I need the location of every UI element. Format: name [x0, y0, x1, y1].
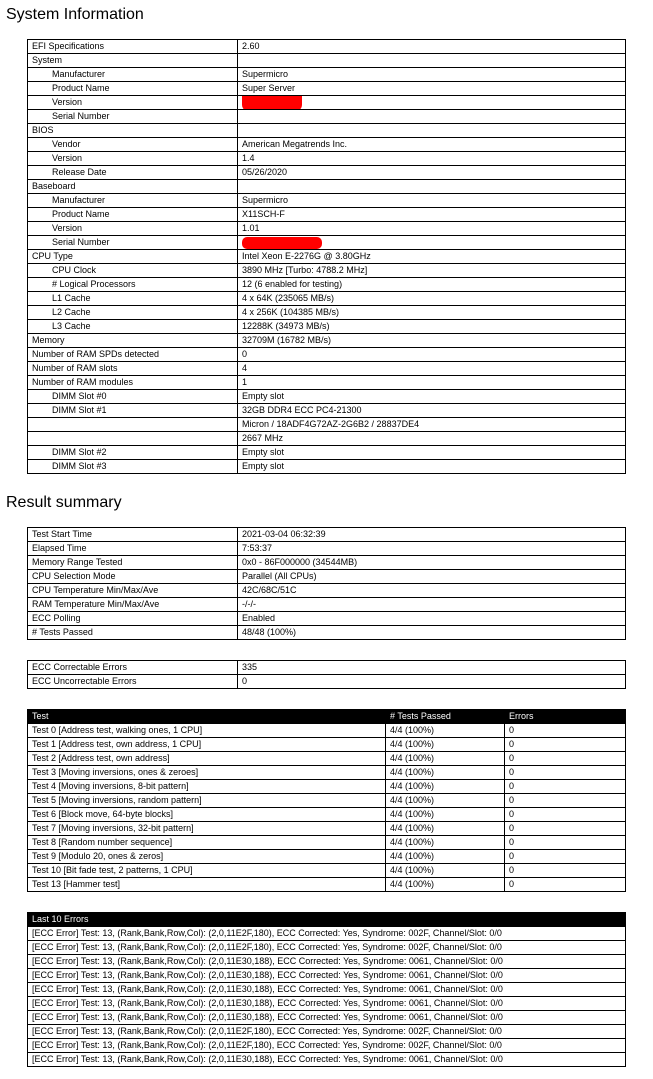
tests-table [27, 709, 626, 892]
info-row [28, 152, 626, 166]
info-value: Supermicro [238, 194, 626, 208]
result_summary-label: Test Start Time [28, 528, 238, 542]
error-text: [ECC Error] Test: 13, (Rank,Bank,Row,Col): (2,0,11E30,188), ECC Corrected: Yes, Syndrome: 0061, Channel/Slot: 0/0 [28, 997, 626, 1011]
info-row [28, 124, 626, 138]
info-value [238, 54, 626, 68]
tests-header-row [28, 710, 626, 724]
result_summary-row [28, 612, 626, 626]
info-row [28, 82, 626, 96]
test-name: Test 10 [Bit fade test, 2 patterns, 1 CPU] [28, 864, 386, 878]
info-label: Release Date [28, 166, 238, 180]
error-row [28, 997, 626, 1011]
error-text: [ECC Error] Test: 13, (Rank,Bank,Row,Col): (2,0,11E2F,180), ECC Corrected: Yes, Syndrome: 002F, Channel/Slot: 0/0 [28, 927, 626, 941]
info-value: 2667 MHz [238, 432, 626, 446]
tests-header-test: Test [28, 710, 386, 724]
test-errors: 0 [505, 724, 626, 738]
test-errors: 0 [505, 850, 626, 864]
result_summary-value: 2021-03-04 06:32:39 [238, 528, 626, 542]
test-row [28, 822, 626, 836]
info-row [28, 432, 626, 446]
info-value: 32709M (16782 MB/s) [238, 334, 626, 348]
info-label: Baseboard [28, 180, 238, 194]
info-row [28, 404, 626, 418]
test-errors: 0 [505, 780, 626, 794]
error-text: [ECC Error] Test: 13, (Rank,Bank,Row,Col): (2,0,11E30,188), ECC Corrected: Yes, Syndrome: 0061, Channel/Slot: 0/0 [28, 1053, 626, 1067]
test-row [28, 780, 626, 794]
result_summary-row [28, 598, 626, 612]
info-row [28, 194, 626, 208]
test-name: Test 8 [Random number sequence] [28, 836, 386, 850]
ecc-label: ECC Correctable Errors [28, 661, 238, 675]
result_summary-row [28, 542, 626, 556]
test-name: Test 13 [Hammer test] [28, 878, 386, 892]
test-row [28, 864, 626, 878]
info-row [28, 376, 626, 390]
result-summary-body [28, 528, 626, 640]
test-errors: 0 [505, 766, 626, 780]
info-row [28, 68, 626, 82]
info-row [28, 446, 626, 460]
last-errors-header: Last 10 Errors [28, 913, 626, 927]
info-label: Version [28, 152, 238, 166]
error-text: [ECC Error] Test: 13, (Rank,Bank,Row,Col): (2,0,11E30,188), ECC Corrected: Yes, Syndrome: 0061, Channel/Slot: 0/0 [28, 1011, 626, 1025]
info-value: 1.4 [238, 152, 626, 166]
test-row [28, 724, 626, 738]
tests-header-errors: Errors [505, 710, 626, 724]
test-row [28, 752, 626, 766]
info-label: Number of RAM slots [28, 362, 238, 376]
info-row [28, 418, 626, 432]
info-label: L3 Cache [28, 320, 238, 334]
info-row [28, 460, 626, 474]
info-value: Empty slot [238, 446, 626, 460]
error-text: [ECC Error] Test: 13, (Rank,Bank,Row,Col): (2,0,11E2F,180), ECC Corrected: Yes, Syndrome: 002F, Channel/Slot: 0/0 [28, 1039, 626, 1053]
result_summary-value: 48/48 (100%) [238, 626, 626, 640]
info-value: Micron / 18ADF4G72AZ-2G6B2 / 28837DE4 [238, 418, 626, 432]
test-row [28, 808, 626, 822]
error-text: [ECC Error] Test: 13, (Rank,Bank,Row,Col): (2,0,11E30,188), ECC Corrected: Yes, Syndrome: 0061, Channel/Slot: 0/0 [28, 969, 626, 983]
result_summary-value: 0x0 - 86F000000 (34544MB) [238, 556, 626, 570]
info-row [28, 390, 626, 404]
system-information-title: System Information [6, 6, 144, 23]
info-row [28, 236, 626, 250]
test-passed: 4/4 (100%) [386, 780, 505, 794]
test-row [28, 738, 626, 752]
info-row [28, 96, 626, 110]
error-row [28, 927, 626, 941]
error-text: [ECC Error] Test: 13, (Rank,Bank,Row,Col): (2,0,11E30,188), ECC Corrected: Yes, Syndrome: 0061, Channel/Slot: 0/0 [28, 955, 626, 969]
result_summary-label: # Tests Passed [28, 626, 238, 640]
info-row [28, 222, 626, 236]
test-errors: 0 [505, 878, 626, 892]
test-row [28, 836, 626, 850]
test-passed: 4/4 (100%) [386, 878, 505, 892]
error-text: [ECC Error] Test: 13, (Rank,Bank,Row,Col): (2,0,11E2F,180), ECC Corrected: Yes, Syndrome: 002F, Channel/Slot: 0/0 [28, 1025, 626, 1039]
result_summary-label: RAM Temperature Min/Max/Ave [28, 598, 238, 612]
info-value: American Megatrends Inc. [238, 138, 626, 152]
test-passed: 4/4 (100%) [386, 752, 505, 766]
info-label [28, 418, 238, 432]
info-value: 05/26/2020 [238, 166, 626, 180]
info-row [28, 180, 626, 194]
info-row [28, 40, 626, 54]
last-errors-body [28, 927, 626, 1067]
ecc-label: ECC Uncorrectable Errors [28, 675, 238, 689]
result_summary-row [28, 528, 626, 542]
ecc-value: 335 [238, 661, 626, 675]
error-row [28, 941, 626, 955]
test-errors: 0 [505, 794, 626, 808]
ecc-row [28, 675, 626, 689]
info-value: X11SCH-F [238, 208, 626, 222]
test-errors: 0 [505, 808, 626, 822]
test-errors: 0 [505, 864, 626, 878]
info-label: Serial Number [28, 110, 238, 124]
info-label: DIMM Slot #2 [28, 446, 238, 460]
redaction-mark [242, 96, 302, 110]
ecc-errors-table [27, 660, 626, 689]
info-value: Empty slot [238, 460, 626, 474]
test-name: Test 2 [Address test, own address] [28, 752, 386, 766]
info-value [238, 110, 626, 124]
info-label: Manufacturer [28, 194, 238, 208]
info-row [28, 264, 626, 278]
test-passed: 4/4 (100%) [386, 864, 505, 878]
result_summary-value: Parallel (All CPUs) [238, 570, 626, 584]
result_summary-label: Elapsed Time [28, 542, 238, 556]
info-value [238, 236, 626, 250]
info-row [28, 348, 626, 362]
result_summary-label: CPU Selection Mode [28, 570, 238, 584]
info-value: Supermicro [238, 68, 626, 82]
info-label: Number of RAM SPDs detected [28, 348, 238, 362]
info-value: 4 x 64K (235065 MB/s) [238, 292, 626, 306]
test-passed: 4/4 (100%) [386, 794, 505, 808]
test-passed: 4/4 (100%) [386, 738, 505, 752]
info-value [238, 180, 626, 194]
error-text: [ECC Error] Test: 13, (Rank,Bank,Row,Col): (2,0,11E30,188), ECC Corrected: Yes, Syndrome: 0061, Channel/Slot: 0/0 [28, 983, 626, 997]
info-label: DIMM Slot #0 [28, 390, 238, 404]
info-value: 12 (6 enabled for testing) [238, 278, 626, 292]
info-label: BIOS [28, 124, 238, 138]
ecc-value: 0 [238, 675, 626, 689]
error-row [28, 983, 626, 997]
test-errors: 0 [505, 738, 626, 752]
result_summary-row [28, 570, 626, 584]
info-label: System [28, 54, 238, 68]
ecc-row [28, 661, 626, 675]
test-errors: 0 [505, 752, 626, 766]
error-row [28, 1025, 626, 1039]
error-row [28, 1011, 626, 1025]
info-value: 3890 MHz [Turbo: 4788.2 MHz] [238, 264, 626, 278]
test-name: Test 9 [Modulo 20, ones & zeros] [28, 850, 386, 864]
info-label: CPU Type [28, 250, 238, 264]
info-row [28, 54, 626, 68]
test-name: Test 3 [Moving inversions, ones & zeroes] [28, 766, 386, 780]
info-label: # Logical Processors [28, 278, 238, 292]
info-value [238, 124, 626, 138]
info-label: Manufacturer [28, 68, 238, 82]
result_summary-value: 42C/68C/51C [238, 584, 626, 598]
error-row [28, 969, 626, 983]
info-label: Version [28, 96, 238, 110]
info-label: Number of RAM modules [28, 376, 238, 390]
result_summary-row [28, 584, 626, 598]
info-label: L1 Cache [28, 292, 238, 306]
test-errors: 0 [505, 836, 626, 850]
info-label: CPU Clock [28, 264, 238, 278]
test-passed: 4/4 (100%) [386, 850, 505, 864]
result-summary-title: Result summary [6, 494, 122, 511]
info-label: DIMM Slot #3 [28, 460, 238, 474]
result_summary-value: 7:53:37 [238, 542, 626, 556]
info-label: Product Name [28, 82, 238, 96]
test-row [28, 794, 626, 808]
system-information-body [28, 40, 626, 474]
info-value: 32GB DDR4 ECC PC4-21300 [238, 404, 626, 418]
info-row [28, 208, 626, 222]
info-row [28, 278, 626, 292]
ecc-errors-body [28, 661, 626, 689]
info-value: Intel Xeon E-2276G @ 3.80GHz [238, 250, 626, 264]
system-information-table [27, 39, 626, 474]
result_summary-label: Memory Range Tested [28, 556, 238, 570]
test-passed: 4/4 (100%) [386, 836, 505, 850]
info-label [28, 432, 238, 446]
info-value: 1 [238, 376, 626, 390]
info-value: Empty slot [238, 390, 626, 404]
info-value [238, 96, 626, 110]
info-label: Memory [28, 334, 238, 348]
result_summary-row [28, 626, 626, 640]
test-name: Test 6 [Block move, 64-byte blocks] [28, 808, 386, 822]
last-errors-header-row [28, 913, 626, 927]
test-passed: 4/4 (100%) [386, 822, 505, 836]
test-errors: 0 [505, 822, 626, 836]
info-row [28, 110, 626, 124]
test-name: Test 0 [Address test, walking ones, 1 CPU] [28, 724, 386, 738]
info-row [28, 138, 626, 152]
error-text: [ECC Error] Test: 13, (Rank,Bank,Row,Col): (2,0,11E2F,180), ECC Corrected: Yes, Syndrome: 002F, Channel/Slot: 0/0 [28, 941, 626, 955]
test-name: Test 5 [Moving inversions, random pattern] [28, 794, 386, 808]
info-label: Serial Number [28, 236, 238, 250]
test-row [28, 850, 626, 864]
tests-header-passed: # Tests Passed [386, 710, 505, 724]
info-value: 12288K (34973 MB/s) [238, 320, 626, 334]
info-label: L2 Cache [28, 306, 238, 320]
error-row [28, 1053, 626, 1067]
test-name: Test 4 [Moving inversions, 8-bit pattern] [28, 780, 386, 794]
info-label: Version [28, 222, 238, 236]
info-label: Vendor [28, 138, 238, 152]
redaction-mark [242, 237, 322, 249]
test-passed: 4/4 (100%) [386, 724, 505, 738]
info-value: Super Server [238, 82, 626, 96]
info-value: 1.01 [238, 222, 626, 236]
info-row [28, 292, 626, 306]
error-row [28, 1039, 626, 1053]
test-passed: 4/4 (100%) [386, 808, 505, 822]
test-row [28, 766, 626, 780]
info-value: 4 [238, 362, 626, 376]
result_summary-label: ECC Polling [28, 612, 238, 626]
info-row [28, 334, 626, 348]
info-row [28, 166, 626, 180]
info-value: 2.60 [238, 40, 626, 54]
info-row [28, 362, 626, 376]
test-row [28, 878, 626, 892]
info-row [28, 320, 626, 334]
test-passed: 4/4 (100%) [386, 766, 505, 780]
result-summary-table [27, 527, 626, 640]
info-label: DIMM Slot #1 [28, 404, 238, 418]
result_summary-value: Enabled [238, 612, 626, 626]
result_summary-value: -/-/- [238, 598, 626, 612]
result_summary-label: CPU Temperature Min/Max/Ave [28, 584, 238, 598]
info-label: Product Name [28, 208, 238, 222]
error-row [28, 955, 626, 969]
info-row [28, 250, 626, 264]
result_summary-row [28, 556, 626, 570]
last-errors-table [27, 912, 626, 1067]
info-value: 4 x 256K (104385 MB/s) [238, 306, 626, 320]
info-row [28, 306, 626, 320]
test-name: Test 7 [Moving inversions, 32-bit pattern] [28, 822, 386, 836]
info-label: EFI Specifications [28, 40, 238, 54]
tests-body [28, 724, 626, 892]
info-value: 0 [238, 348, 626, 362]
test-name: Test 1 [Address test, own address, 1 CPU] [28, 738, 386, 752]
